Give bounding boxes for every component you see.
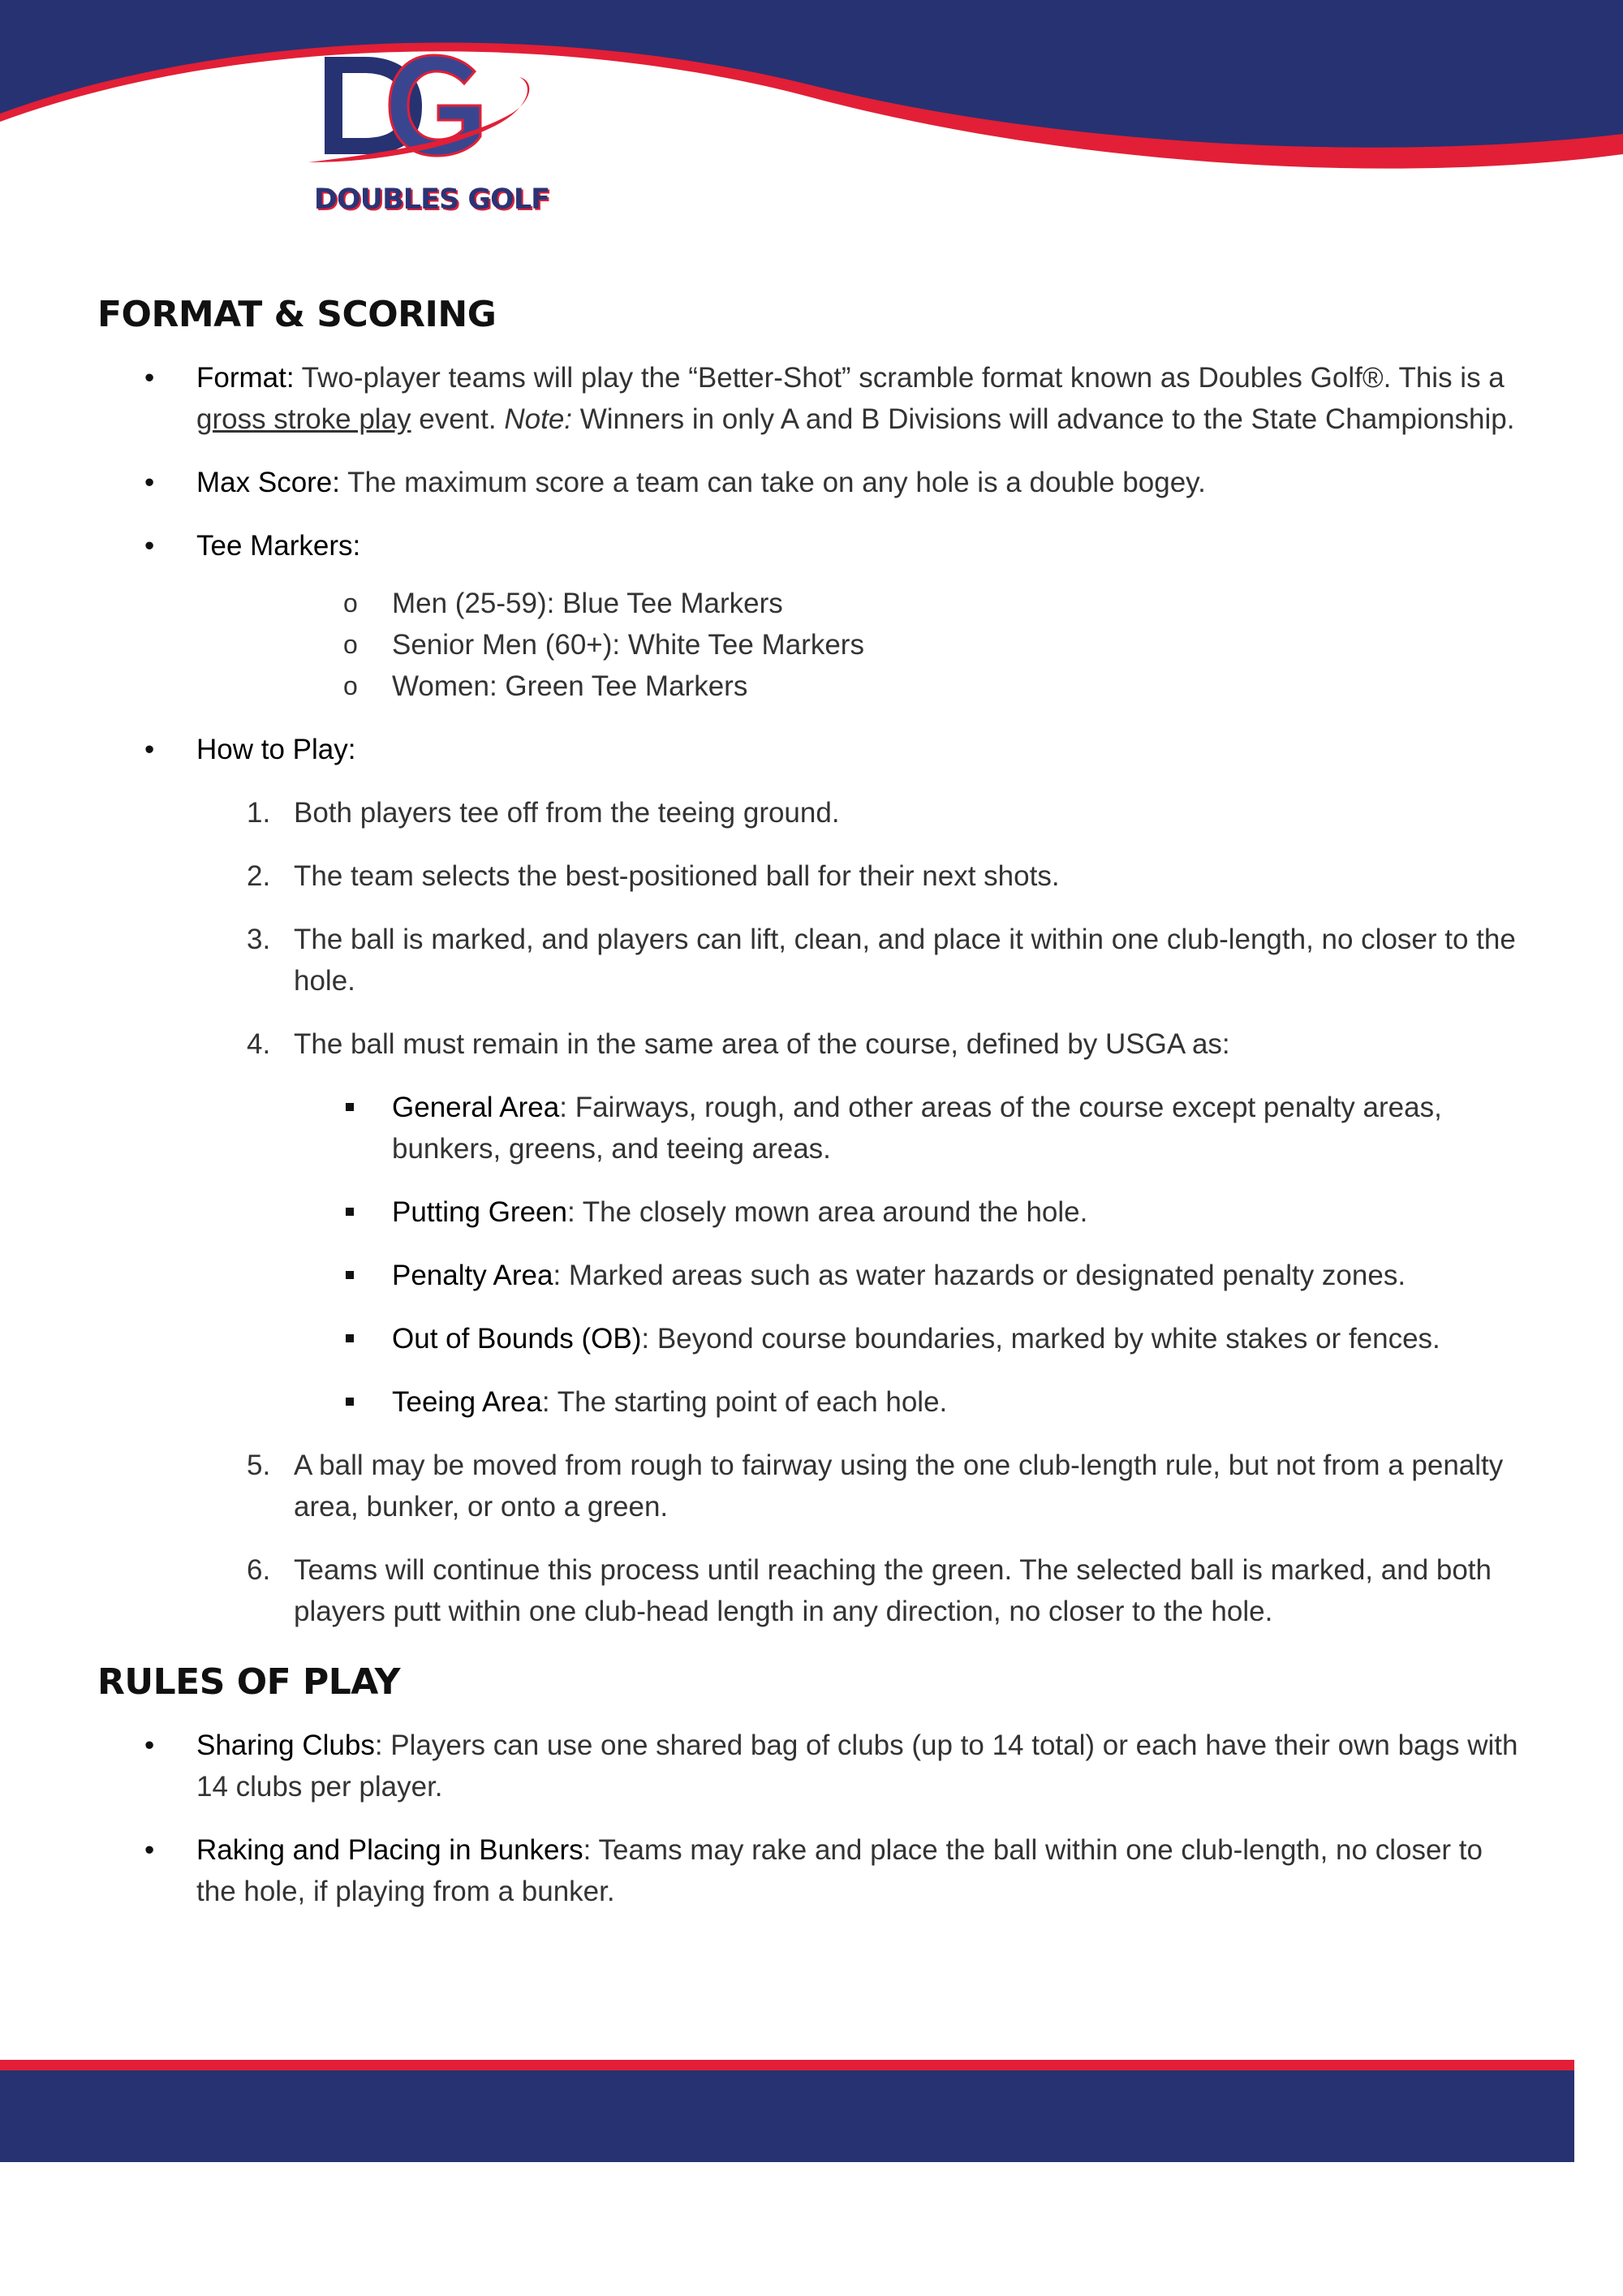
step-number: 6. bbox=[247, 1554, 271, 1586]
rule-item bbox=[97, 1725, 1526, 1807]
brand-name: DOUBLES GOLF bbox=[313, 183, 550, 216]
max-score-item bbox=[97, 462, 1526, 503]
step-number: 1. bbox=[247, 797, 271, 829]
step-text: Teams will continue this process until reaching the green. The selected ball is marked, and both players putt within one club-head length in any direction, no closer to the hole. bbox=[294, 1554, 1492, 1627]
format-text-3: Winners in only A and B Divisions will advance to the State Championship. bbox=[572, 403, 1515, 435]
footer-red-stripe bbox=[0, 2060, 1574, 2070]
how-to-play-label: How to Play: bbox=[196, 734, 356, 765]
tee-marker-item: o Men (25-59): Blue Tee Markers bbox=[97, 583, 1526, 624]
how-to-play-item bbox=[97, 729, 1526, 770]
usga-areas-list bbox=[97, 1087, 1526, 1423]
step-item bbox=[97, 855, 1526, 897]
step-item bbox=[97, 1445, 1526, 1527]
rule-term: Sharing Clubs bbox=[196, 1730, 375, 1761]
area-desc: : The closely mown area around the hole. bbox=[566, 1196, 1088, 1228]
tee-marker-item: o Women: Green Tee Markers bbox=[97, 666, 1526, 707]
section-title-rules-of-play: RULES OF PLAY bbox=[97, 1661, 400, 1703]
rules-list bbox=[97, 1725, 1526, 1912]
step-number: 3. bbox=[247, 924, 271, 955]
step-number: 5. bbox=[247, 1450, 271, 1481]
area-desc: : Marked areas such as water hazards or designated penalty zones. bbox=[553, 1260, 1406, 1291]
step-number: 2. bbox=[247, 860, 271, 892]
tee-markers-label: Tee Markers: bbox=[196, 530, 361, 562]
step-item bbox=[97, 1549, 1526, 1632]
format-text-2: event. bbox=[411, 403, 505, 435]
area-desc: : Fairways, rough, and other areas of the course except penalty areas, bunkers, greens, and teeing areas. bbox=[392, 1092, 1442, 1165]
rule-desc: : Teams may rake and place the ball within one club-length, no closer to the hole, if playing from a bunker. bbox=[196, 1834, 1483, 1907]
tee-markers-list bbox=[97, 583, 1526, 707]
rule-term: Raking and Placing in Bunkers bbox=[196, 1834, 583, 1866]
step-text: The ball is marked, and players can lift, clean, and place it within one club-length, no closer to the hole. bbox=[294, 924, 1516, 997]
max-score-label: Max Score: bbox=[196, 467, 340, 498]
step-text: Both players tee off from the teeing ground. bbox=[294, 797, 840, 829]
step-item bbox=[97, 919, 1526, 1002]
rule-desc: : Players can use one shared bag of clubs (up to 14 total) or each have their own bags with 14 clubs per player. bbox=[196, 1730, 1518, 1803]
document-body bbox=[97, 294, 1526, 1912]
rule-item bbox=[97, 1829, 1526, 1912]
area-term: General Area bbox=[392, 1092, 560, 1123]
header-wave bbox=[0, 0, 1623, 211]
area-term: Putting Green bbox=[392, 1196, 567, 1228]
area-term: Penalty Area bbox=[392, 1260, 553, 1291]
max-score-text: The maximum score a team can take on any hole is a double bogey. bbox=[340, 467, 1206, 498]
area-item bbox=[97, 1087, 1526, 1170]
format-list bbox=[97, 357, 1526, 770]
step-number: 4. bbox=[247, 1028, 271, 1060]
format-label: Format: bbox=[196, 362, 295, 394]
area-desc: : Beyond course boundaries, marked by white stakes or fences. bbox=[641, 1323, 1440, 1355]
gross-stroke-play-link: gross stroke play bbox=[196, 403, 411, 435]
tee-marker-item: o Senior Men (60+): White Tee Markers bbox=[97, 624, 1526, 666]
step-item bbox=[97, 1023, 1526, 1423]
area-item bbox=[97, 1318, 1526, 1359]
area-item bbox=[97, 1255, 1526, 1296]
format-text-1: Two-player teams will play the “Better-Shot” scramble format known as Doubles Golf®. This is a bbox=[294, 362, 1505, 394]
area-term: Teeing Area bbox=[392, 1386, 542, 1418]
tee-markers-item bbox=[97, 525, 1526, 707]
step-text: The ball must remain in the same area of the course, defined by USGA as: bbox=[294, 1028, 1230, 1060]
step-text: The team selects the best-positioned ball for their next shots. bbox=[294, 860, 1060, 892]
area-item bbox=[97, 1191, 1526, 1233]
how-to-play-steps bbox=[97, 792, 1526, 1632]
step-text: A ball may be moved from rough to fairway using the one club-length rule, but not from a penalty area, bunker, or onto a green. bbox=[294, 1450, 1504, 1523]
section-title-format-scoring: FORMAT & SCORING bbox=[97, 294, 497, 335]
footer-navy-band bbox=[0, 2070, 1574, 2162]
area-desc: : The starting point of each hole. bbox=[541, 1386, 948, 1418]
step-item bbox=[97, 792, 1526, 834]
format-item bbox=[97, 357, 1526, 440]
note-label: Note: bbox=[504, 403, 573, 435]
area-term: Out of Bounds (OB) bbox=[392, 1323, 642, 1355]
area-item bbox=[97, 1381, 1526, 1423]
